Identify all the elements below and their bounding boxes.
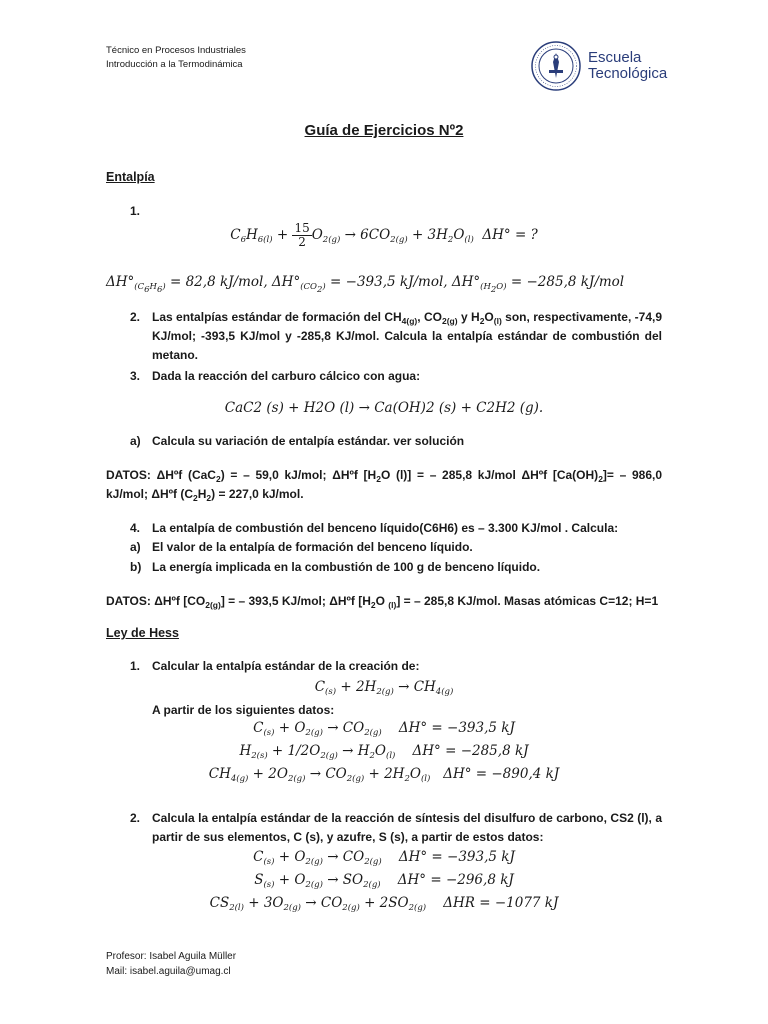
logo-line-2: Tecnológica [588, 65, 668, 82]
equation-calcium-carbide: CaC2 (s) + H2O (l) → Ca(OH)2 (s) + C2H2 (g). [224, 400, 544, 416]
exercise-number: 1. [130, 659, 141, 673]
equation-benzene-combustion: $C_6H_{6(l)}$ + $\frac{15}{2}$ $O_{2(g)} \to 6CO_{2(g)} + 3H_2O_{(l)}$ ΔH° = ? [230, 221, 538, 249]
item-label: a) [130, 434, 141, 448]
section-heading-hess: Ley de Hess [106, 626, 179, 640]
hess-exercise-2-text: Calcula la entalpía estándar de la reacción de síntesis del disulfuro de carbono, CS2 (l), a partir de sus elementos, C (s), y azufre, S (s), a partir de estos datos: [152, 811, 662, 844]
exercise-4a-text: El valor de la entalpía de formación del benceno líquido. [152, 540, 473, 554]
logo-line-1: Escuela [588, 49, 642, 66]
exercise-number: 4. [130, 521, 141, 535]
exercise-3a-text: Calcula su variación de entalpía estándar. ver solución [152, 434, 465, 448]
formation-enthalpies-data: $\Delta H^\circ_{(C_6H_6)} = 82,8$ kJ/mol, $\Delta H^\circ_{(CO_2)} = -393,5$ kJ/mol, $\Delta H^\circ_{(H_2O)} = -285,8$ kJ/mol [106, 274, 625, 295]
exercise-number: 2. [130, 811, 141, 825]
equation-carbon-combustion-2: $C_{(s)} + O_{2(g)} \to CO_{2(g)}$ ΔH° = −393,5 kJ [253, 849, 515, 867]
exercise-4-data: DATOS: ΔHºf $[CO_{2(g)}]$ = – 393,5 KJ/mol; ΔHºf [$H_2O$ $_{(l)}$] = – 285,8 KJ/mol. Masas atómicas C=12; H=1 [106, 594, 659, 610]
enthalpy-value: ΔH° = −890,4 kJ [443, 766, 560, 782]
course-name: Técnico en Procesos Industriales [106, 45, 246, 56]
university-seal-icon [530, 40, 582, 92]
exercise-3-data: DATOS: ΔHºf (CaC$_2$) = – 59,0 kJ/mol; ΔHºf [$H_2O$ (l)] = – 285,8 kJ/mol ΔHºf $[Ca(OH)_2]= - 986,0$ kJ/mol; ΔHºf $(C_2H_2) = 227,0$ kJ/mol. [106, 468, 663, 503]
enthalpy-value: ΔH° = −285,8 kJ [412, 743, 529, 759]
hess-exercise-1-subtext: A partir de los siguientes datos: [152, 703, 335, 717]
course-subject: Introducción a la Termodinámica [106, 59, 243, 70]
enthalpy-value: ΔH° = −393,5 kJ [398, 849, 515, 865]
exercise-number: 3. [130, 369, 141, 383]
exercise-3-text: Dada la reacción del carburo cálcico con agua: [152, 369, 421, 383]
item-label: b) [130, 560, 142, 574]
exercise-4b-text: La energía implicada en la combustión de 100 g de benceno líquido. [152, 560, 541, 574]
equation-methane-combustion: $CH_{4(g)} + 2O_{2(g)} \to CO_{2(g)} + 2H_2O_{(l)}$ ΔH° = −890,4 kJ [208, 766, 560, 784]
footer-email: Mail: isabel.aguila@umag.cl [106, 966, 231, 977]
equation-cs2-combustion: $CS_{2(l)} + 3O_{2(g)} \to CO_{2(g)} + 2SO_{2(g)}$ ΔHR = −1077 kJ [209, 895, 559, 913]
exercise-number: 2. [130, 310, 141, 324]
item-label: a) [130, 540, 141, 554]
enthalpy-value: ΔHR = −1077 kJ [443, 895, 559, 911]
enthalpy-value: ΔH° = −296,8 kJ [397, 872, 514, 888]
equation-hydrogen-combustion: $H_{2(s)} + 1/2O_{2(g)} \to H_2O_{(l)}$ ΔH° = −285,8 kJ [239, 743, 529, 761]
exercise-number: 1. [130, 204, 141, 218]
equation-methane-formation: $C_{(s)} + 2H_{2(g)} \to CH_{4(g)}$ [314, 679, 454, 697]
footer-professor: Profesor: Isabel Aguila Müller [106, 951, 237, 962]
equation-sulfur-combustion: $S_{(s)} + O_{2(g)} \to SO_{2(g)}$ ΔH° = −296,8 kJ [254, 872, 514, 890]
exercise-4-text: La entalpía de combustión del benceno líquido(C6H6) es – 3.300 KJ/mol . Calcula: [152, 521, 619, 535]
page-title: Guía de Ejercicios Nº2 [304, 122, 464, 139]
exercise-2-text: Las entalpías estándar de formación del $CH_{4(g)}$, $CO_{2(g)}$ y $H_2O_{(l)}$ son, respectivamente, -74,9 KJ/mol; -393,5 KJ/mol y -285,8 KJ/mol. Calcula la entalpía estándar de combustión del metano. [152, 310, 663, 362]
enthalpy-value: ΔH° = −393,5 kJ [398, 720, 515, 736]
unknown-enthalpy: ΔH° = ? [482, 227, 538, 243]
section-heading-enthalpy: Entalpía [106, 170, 155, 184]
equation-carbon-combustion: $C_{(s)} + O_{2(g)} \to CO_{2(g)}$ ΔH° = −393,5 kJ [253, 720, 515, 738]
hess-exercise-1-text: Calcular la entalpía estándar de la creación de: [152, 659, 420, 673]
